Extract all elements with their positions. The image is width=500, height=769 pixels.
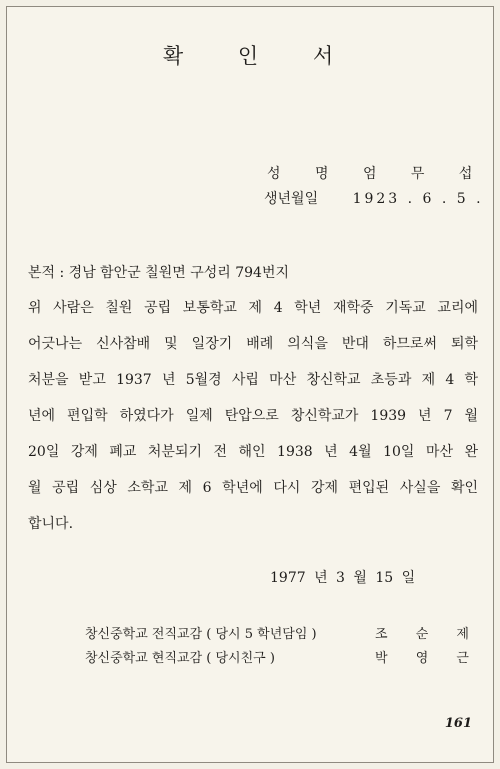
body-line: 어긋나는 신사참배 및 일장기 배례 의식을 반대 하므로써 퇴학 [28, 336, 478, 352]
birthdate-label: 생년월일 [264, 191, 319, 207]
body-line: 월 공립 심상 소학교 제 6 학년에 다시 강제 편입된 사실을 확인 [28, 480, 478, 496]
signer-name: 박 영 근 [375, 651, 481, 666]
signer-role: 창신중학교 전직교감 ( 당시 5 학년담임 ) [85, 627, 317, 642]
body-line: 년에 편입학 하였다가 일제 탄압으로 창신학교가 1939 년 7 월 [28, 408, 478, 424]
signer-role: 창신중학교 현직교감 ( 당시친구 ) [85, 651, 275, 666]
body-line: 위 사람은 칠원 공립 보통학교 제 4 학년 재학중 기독교 교리에 [28, 300, 478, 316]
body-line: 합니다. [28, 516, 74, 532]
subject-birthdate-row [264, 188, 484, 208]
signer-name: 조 순 제 [375, 627, 481, 642]
subject-name: 성 명 엄 무 섭 [267, 166, 488, 182]
body-line: 처분을 받고 1937 년 5월경 사립 마산 창신학교 초등과 제 4 학 [28, 372, 478, 388]
page-number: 161 [444, 716, 472, 731]
signature-line [85, 647, 481, 666]
document-date: 1977 년 3 월 15 일 [270, 570, 416, 586]
birthdate-value: 1923 . 6 . 5 . [352, 191, 484, 207]
registered-domicile: 본적 : 경남 함안군 칠원면 구성리 794번지 [28, 265, 289, 281]
body-line: 20일 강제 폐교 처분되기 전 해인 1938 년 4월 10일 마산 완 [28, 444, 478, 460]
document-title: 확 인 서 [162, 44, 358, 68]
signature-line [85, 623, 481, 642]
